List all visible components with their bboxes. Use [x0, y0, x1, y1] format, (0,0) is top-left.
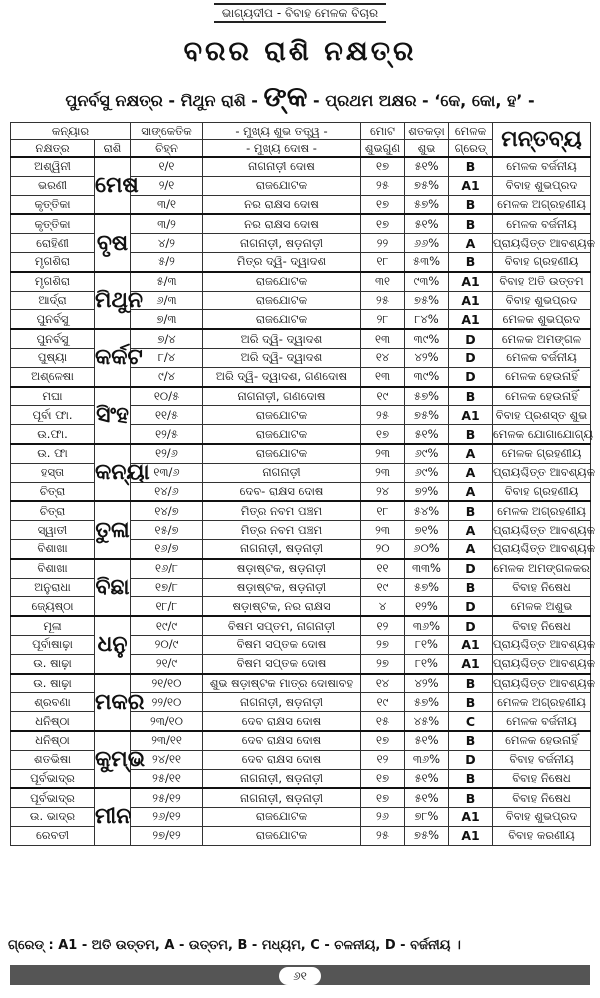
- col-shatakada: ଶତକଡ଼ା: [405, 123, 449, 140]
- remarks-cell: ବିବାହ ପ୍ରଶସ୍ତ ଶୁଭ: [493, 406, 591, 425]
- points-cell: ୧୪: [361, 674, 405, 693]
- code-cell: ୮/୪: [131, 348, 203, 367]
- points-cell: ୧୫: [361, 712, 405, 731]
- points-cell: ୨୫: [361, 826, 405, 845]
- nakshatra-cell: ରେବତୀ: [11, 826, 95, 845]
- grade-cell: A: [449, 234, 493, 253]
- grade-cell: A: [449, 521, 493, 540]
- points-cell: ୧୮: [361, 252, 405, 271]
- remarks-cell: ପ୍ରାୟଶ୍ଚିତ୍ତ ଆବଶ୍ୟକ: [493, 635, 591, 654]
- remarks-cell: ମେଳକ ହେଉନାହିଁ: [493, 387, 591, 406]
- grade-cell: D: [449, 329, 493, 348]
- points-cell: ୨୫: [361, 406, 405, 425]
- page-number: ୬୧: [279, 967, 321, 985]
- rashi-cell: ଧନୁ: [95, 616, 131, 673]
- remarks-cell: ବିବାହ ନିଷେଧ: [493, 578, 591, 597]
- dosha-cell: ବିଷମ ସପ୍ତମ, ନାଗନାଡ଼ୀ: [203, 616, 361, 635]
- percent-cell: ୮୪%: [405, 310, 449, 329]
- dosha-cell: ରାଜଯୋଟକ: [203, 291, 361, 310]
- grade-cell: D: [449, 750, 493, 769]
- grade-cell: A1: [449, 826, 493, 845]
- remarks-cell: ମେଳକ ବର୍ଜନୀୟ: [493, 157, 591, 176]
- code-cell: ୧୮/୮: [131, 597, 203, 616]
- remarks-cell: ମେଳକ ଅଗ୍ରହଣୀୟ: [493, 501, 591, 520]
- rashi-cell: ମିଥୁନ: [95, 272, 131, 329]
- nakshatra-cell: ବିଶାଖା: [11, 539, 95, 558]
- code-cell: ୧/୧: [131, 157, 203, 176]
- grade-cell: A: [449, 539, 493, 558]
- dosha-cell: ଷଡ଼ାଷ୍ଟକ, ନର ରାକ୍ଷସ: [203, 597, 361, 616]
- grade-cell: D: [449, 559, 493, 578]
- grade-cell: B: [449, 674, 493, 693]
- code-cell: ୨୨/୧୦: [131, 693, 203, 712]
- points-cell: ୧୭: [361, 769, 405, 788]
- percent-cell: ୩୬%: [405, 616, 449, 635]
- nakshatra-cell: ଜ୍ୟେଷ୍ଠା: [11, 597, 95, 616]
- percent-cell: ୭୫%: [405, 826, 449, 845]
- nakshatra-cell: ମଘା: [11, 387, 95, 406]
- percent-cell: ୮୧%: [405, 654, 449, 673]
- grade-cell: B: [449, 578, 493, 597]
- grade-cell: B: [449, 195, 493, 214]
- code-cell: ୧୦/୫: [131, 387, 203, 406]
- code-cell: ୨୪/୧୧: [131, 750, 203, 769]
- grade-cell: B: [449, 214, 493, 233]
- col-chihna: ଚିହ୍ନ: [131, 140, 203, 158]
- dosha-cell: ଅରି ଦ୍ୱି- ଦ୍ୱାଦଶ, ଗଣଦୋଷ: [203, 367, 361, 386]
- nakshatra-cell: ରୋହିଣୀ: [11, 234, 95, 253]
- dosha-cell: ମିତ୍ର ଦ୍ୱି- ଦ୍ୱାଦଶ: [203, 252, 361, 271]
- grade-cell: B: [449, 769, 493, 788]
- nakshatra-cell: ଭରଣୀ: [11, 176, 95, 195]
- percent-cell: ୫୩%: [405, 252, 449, 271]
- code-cell: ୧୪/୬: [131, 482, 203, 501]
- points-cell: ୨୬: [361, 808, 405, 827]
- col-melaka: ମେଳକ: [449, 123, 493, 140]
- dosha-cell: ଅରି ଦ୍ୱି- ଦ୍ୱାଦଶ: [203, 329, 361, 348]
- points-cell: ୧୧: [361, 559, 405, 578]
- dosha-cell: ମିତ୍ର ନବମ ପଞ୍ଚମ: [203, 521, 361, 540]
- grade-cell: B: [449, 252, 493, 271]
- code-cell: ୭/୩: [131, 310, 203, 329]
- rashi-cell: ସିଂହ: [95, 387, 131, 444]
- dosha-cell: ଶୁଭ ଷଡ଼ାଷ୍ଟକ ମାତ୍ର ଦୋଷାବହ: [203, 674, 361, 693]
- points-cell: ୧୭: [361, 214, 405, 233]
- remarks-cell: ମେଳକ ଯୋଗାଯୋଗ୍ୟ: [493, 425, 591, 444]
- remarks-cell: ବିବାହ ନିଷେଧ: [493, 788, 591, 807]
- rashi-cell: ମେଷ: [95, 157, 131, 214]
- points-cell: ୨୭: [361, 654, 405, 673]
- table-row: [11, 674, 591, 693]
- remarks-cell: ବିବାହ ଶୁଭପ୍ରଦ: [493, 808, 591, 827]
- running-header: ଭାଗ୍ୟଦୀପ - ବିବାହ ମେଳକ ବିଚାର: [0, 6, 600, 21]
- grade-cell: B: [449, 693, 493, 712]
- percent-cell: ୫୧%: [405, 731, 449, 750]
- remarks-cell: ମେଳକ ବର୍ଜନୀୟ: [493, 348, 591, 367]
- nakshatra-cell: ଅନୁରାଧା: [11, 578, 95, 597]
- nakshatra-cell: ପୁନର୍ବସୁ: [11, 329, 95, 348]
- points-cell: ୧୯: [361, 693, 405, 712]
- code-cell: ୨/୧: [131, 176, 203, 195]
- grade-cell: B: [449, 157, 493, 176]
- remarks-cell: ବିବାହ ବର୍ଜନୀୟ: [493, 750, 591, 769]
- code-cell: ୨୩/୧୧: [131, 731, 203, 750]
- dosha-cell: ଦେବ ରାକ୍ଷସ ଦୋଷ: [203, 731, 361, 750]
- code-cell: ୧୬/୭: [131, 539, 203, 558]
- rashi-cell: ମକର: [95, 674, 131, 731]
- dosha-cell: ରାଜଯୋଟକ: [203, 310, 361, 329]
- nakshatra-cell: ଅଶ୍ଳେଷା: [11, 367, 95, 386]
- dosha-cell: ଦେବ ରାକ୍ଷସ ଦୋଷ: [203, 712, 361, 731]
- percent-cell: ୧୨%: [405, 597, 449, 616]
- code-cell: ୧୪/୭: [131, 501, 203, 520]
- nakshatra-cell: ପୁଷ୍ୟା: [11, 348, 95, 367]
- percent-cell: ୫୭%: [405, 195, 449, 214]
- remarks-cell: ମେଳକ ଗ୍ରହଣୀୟ: [493, 444, 591, 463]
- remarks-cell: ବିବାହ ଶୁଭପ୍ରଦ: [493, 291, 591, 310]
- remarks-cell: ବିବାହ ନିଷେଧ: [493, 769, 591, 788]
- nakshatra-cell: ହସ୍ତା: [11, 463, 95, 482]
- remarks-cell: ମେଳକ ଅଶୁଭ: [493, 597, 591, 616]
- page-title: ବରର ରାଶି ନକ୍ଷତ୍ର: [183, 36, 417, 67]
- table-row: [11, 616, 591, 635]
- code-cell: ୧୩/୬: [131, 463, 203, 482]
- dosha-cell: ବିଷମ ସପ୍ତକ ଦୋଷ: [203, 654, 361, 673]
- grade-cell: D: [449, 367, 493, 386]
- code-cell: ୨୧/୯: [131, 654, 203, 673]
- dosha-cell: ରାଜଯୋଟକ: [203, 425, 361, 444]
- points-cell: ୧୭: [361, 425, 405, 444]
- nakshatra-cell: ସ୍ୱାତୀ: [11, 521, 95, 540]
- percent-cell: ୫୧%: [405, 769, 449, 788]
- points-cell: ୨୩: [361, 463, 405, 482]
- remarks-cell: ପ୍ରାୟଶ୍ଚିତ୍ତ ଆବଶ୍ୟକ: [493, 234, 591, 253]
- nakshatra-cell: କୃତ୍ତିକା: [11, 195, 95, 214]
- nakshatra-cell: ପୂର୍ବଭାଦ୍ର: [11, 769, 95, 788]
- table-row: [11, 387, 591, 406]
- rashi-cell: ବୃଷ: [95, 214, 131, 271]
- page-subtitle: ପୁନର୍ବସୁ ନକ୍ଷତ୍ର - ମିଥୁନ ରାଶି - ଙ୍କ - ପ୍ରଥମ ଅକ୍ଷର - ‘କେ, କୋ, ହ’ -: [65, 80, 535, 113]
- grade-legend: ଗ୍ରେଡ୍ : A1 - ଅତି ଉତ୍ତମ, A - ଉତ୍ତମ, B - ମଧ୍ୟମ, C - ଚଳନୀୟ, D - ବର୍ଜନୀୟ ।: [8, 938, 461, 953]
- grade-cell: D: [449, 597, 493, 616]
- remarks-cell: ମେଳକ ଅମଙ୍ଗଳକର: [493, 559, 591, 578]
- col-gunank: ଶୁଭଗୁଣ: [361, 140, 405, 158]
- grade-cell: A1: [449, 808, 493, 827]
- nakshatra-cell: ମୂଳା: [11, 616, 95, 635]
- rashi-cell: କନ୍ୟା: [95, 444, 131, 501]
- grade-cell: A: [449, 482, 493, 501]
- percent-cell: ୬୬%: [405, 234, 449, 253]
- percent-cell: ୩୯%: [405, 367, 449, 386]
- percent-cell: ୭୧%: [405, 521, 449, 540]
- percent-cell: ୪୨%: [405, 674, 449, 693]
- code-cell: ୩/୨: [131, 214, 203, 233]
- code-cell: ୧୬/୮: [131, 559, 203, 578]
- percent-cell: ୫୧%: [405, 157, 449, 176]
- code-cell: ୩/୧: [131, 195, 203, 214]
- grade-cell: D: [449, 348, 493, 367]
- percent-cell: ୩୩%: [405, 559, 449, 578]
- grade-cell: A1: [449, 406, 493, 425]
- table-row: [11, 501, 591, 520]
- points-cell: ୨୪: [361, 482, 405, 501]
- points-cell: ୨୩: [361, 521, 405, 540]
- dosha-cell: ମିତ୍ର ନବମ ପଞ୍ଚମ: [203, 501, 361, 520]
- code-cell: ୧୧/୫: [131, 406, 203, 425]
- points-cell: ୨୩: [361, 444, 405, 463]
- dosha-cell: ନାଗନାଡ଼ୀ, ଷଡ଼ନାଡ଼ୀ: [203, 539, 361, 558]
- remarks-cell: ପ୍ରାୟଶ୍ଚିତ୍ତ ଆବଶ୍ୟକ: [493, 674, 591, 693]
- percent-cell: ୮୧%: [405, 635, 449, 654]
- grade-cell: A1: [449, 176, 493, 195]
- percent-cell: ୭୫%: [405, 291, 449, 310]
- percent-cell: ୪୨%: [405, 348, 449, 367]
- percent-cell: ୪୫%: [405, 712, 449, 731]
- points-cell: ୧୯: [361, 387, 405, 406]
- remarks-cell: ପ୍ରାୟଶ୍ଚିତ୍ତ ଆବଶ୍ୟକ: [493, 521, 591, 540]
- percent-cell: ୬୯%: [405, 444, 449, 463]
- points-cell: ୧୭: [361, 788, 405, 807]
- code-cell: ୪/୨: [131, 234, 203, 253]
- nakshatra-cell: ପୂର୍ବାଷାଢ଼ା: [11, 635, 95, 654]
- nakshatra-cell: ମୃଗଶିରା: [11, 272, 95, 291]
- col-kanyara: କନ୍ୟାର: [11, 123, 131, 140]
- dosha-cell: ନର ରାକ୍ଷସ ଦୋଷ: [203, 214, 361, 233]
- dosha-cell: ନର ରାକ୍ଷସ ଦୋଷ: [203, 195, 361, 214]
- points-cell: ୧୨: [361, 750, 405, 769]
- grade-cell: B: [449, 501, 493, 520]
- code-cell: ୨୭/୧୨: [131, 826, 203, 845]
- col-mot: ମୋଟ: [361, 123, 405, 140]
- nakshatra-cell: କୃତ୍ତିକା: [11, 214, 95, 233]
- page-footer: [10, 965, 590, 985]
- rashi-cell: ମୀନ: [95, 788, 131, 845]
- code-cell: ୨୬/୧୨: [131, 808, 203, 827]
- dosha-cell: ନାଗନାଡ଼ୀ, ଷଡ଼ନାଡ଼ୀ: [203, 788, 361, 807]
- points-cell: ୨୨: [361, 234, 405, 253]
- points-cell: ୨୮: [361, 310, 405, 329]
- points-cell: ୩୧: [361, 272, 405, 291]
- compatibility-table: [10, 122, 596, 846]
- code-cell: ୧୨/୬: [131, 444, 203, 463]
- percent-cell: ୬୯%: [405, 463, 449, 482]
- dosha-cell: ଅରି ଦ୍ୱି- ଦ୍ୱାଦଶ: [203, 348, 361, 367]
- percent-cell: ୫୭%: [405, 387, 449, 406]
- percent-cell: ୫୭%: [405, 578, 449, 597]
- code-cell: ୧୯/୯: [131, 616, 203, 635]
- col-rashi: ରାଶି: [95, 140, 131, 158]
- grade-cell: B: [449, 425, 493, 444]
- remarks-cell: ପ୍ରାୟଶ୍ଚିତ୍ତ ଆବଶ୍ୟକ: [493, 539, 591, 558]
- points-cell: ୧୯: [361, 578, 405, 597]
- percent-cell: ୫୧%: [405, 788, 449, 807]
- nakshatra-cell: ଶ୍ରବଣା: [11, 693, 95, 712]
- nakshatra-cell: ଧନିଷ୍ଠା: [11, 712, 95, 731]
- grade-cell: A: [449, 444, 493, 463]
- percent-cell: ୯୩%: [405, 272, 449, 291]
- col-remarks: ମନ୍ତବ୍ୟ: [493, 123, 591, 158]
- col-grade: ଗ୍ରେଡ୍: [449, 140, 493, 158]
- table-row: [11, 788, 591, 807]
- points-cell: ୨୫: [361, 176, 405, 195]
- nakshatra-cell: ଶତଭିଷା: [11, 750, 95, 769]
- points-cell: ୧୩: [361, 329, 405, 348]
- nakshatra-cell: ମୃଗଶିରା: [11, 252, 95, 271]
- subtitle-symbol: ଙ୍କ: [263, 80, 308, 113]
- grade-cell: A1: [449, 310, 493, 329]
- code-cell: ୧୫/୭: [131, 521, 203, 540]
- points-cell: ୨୦: [361, 539, 405, 558]
- code-cell: ୨୫/୧୧: [131, 769, 203, 788]
- dosha-cell: ରାଜଯୋଟକ: [203, 826, 361, 845]
- code-cell: ୭/୪: [131, 329, 203, 348]
- grade-cell: A1: [449, 272, 493, 291]
- percent-cell: ୩୯%: [405, 329, 449, 348]
- points-cell: ୧୨: [361, 616, 405, 635]
- remarks-cell: ବିବାହ ଗ୍ରହଣୀୟ: [493, 252, 591, 271]
- percent-cell: ୫୧%: [405, 425, 449, 444]
- rashi-cell: ବିଛା: [95, 559, 131, 616]
- col-sanketika: ସାଙ୍କେତିକ: [131, 123, 203, 140]
- points-cell: ୧୮: [361, 501, 405, 520]
- col-shubha-tattva: - ମୁଖ୍ୟ ଶୁଭ ତତ୍ତ୍ୱ -: [203, 123, 361, 140]
- percent-cell: ୫୪%: [405, 501, 449, 520]
- remarks-cell: ବିବାହ ନିଷେଧ: [493, 616, 591, 635]
- table-row: [11, 559, 591, 578]
- dosha-cell: ରାଜଯୋଟକ: [203, 444, 361, 463]
- points-cell: ୧୩: [361, 367, 405, 386]
- col-nakshatra: ନକ୍ଷତ୍ର: [11, 140, 95, 158]
- nakshatra-cell: ଧନିଷ୍ଠା: [11, 731, 95, 750]
- percent-cell: ୫୧%: [405, 214, 449, 233]
- nakshatra-cell: ପୂର୍ବା ଫା.: [11, 406, 95, 425]
- percent-cell: ୭୫%: [405, 406, 449, 425]
- remarks-cell: ମେଳକ ବର୍ଜନୀୟ: [493, 214, 591, 233]
- dosha-cell: ରାଜଯୋଟକ: [203, 272, 361, 291]
- dosha-cell: ନାଗନାଡ଼ୀ, ଷଡ଼ନାଡ଼ୀ: [203, 693, 361, 712]
- dosha-cell: ଦେବ- ରାକ୍ଷସ ଦୋଷ: [203, 482, 361, 501]
- dosha-cell: ନାଗନାଡ଼ୀ, ଷଡ଼ନାଡ଼ୀ: [203, 769, 361, 788]
- grade-cell: B: [449, 788, 493, 807]
- nakshatra-cell: ଉ. ଷାଢ଼ା: [11, 674, 95, 693]
- code-cell: ୧୭/୮: [131, 578, 203, 597]
- code-cell: ୨୧/୧୦: [131, 674, 203, 693]
- dosha-cell: ରାଜଯୋଟକ: [203, 808, 361, 827]
- code-cell: ୬/୩: [131, 291, 203, 310]
- remarks-cell: ବିବାହ ଅତି ଉତ୍ତମ: [493, 272, 591, 291]
- code-cell: ୨୦/୯: [131, 635, 203, 654]
- table-row: [11, 329, 591, 348]
- code-cell: ୫/୩: [131, 272, 203, 291]
- code-cell: ୯/୪: [131, 367, 203, 386]
- remarks-cell: ମେଳକ ଅଗ୍ରହଣୀୟ: [493, 195, 591, 214]
- percent-cell: ୬୦%: [405, 539, 449, 558]
- grade-cell: A1: [449, 635, 493, 654]
- remarks-cell: ମେଳକ ହେଉନାହିଁ: [493, 367, 591, 386]
- dosha-cell: ବିଷମ ସପ୍ତକ ଦୋଷ: [203, 635, 361, 654]
- dosha-cell: ଷଡ଼ାଷ୍ଟକ, ଷଡ଼ନାଡ଼ୀ: [203, 578, 361, 597]
- dosha-cell: ରାଜଯୋଟକ: [203, 406, 361, 425]
- grade-cell: D: [449, 616, 493, 635]
- table-row: [11, 444, 591, 463]
- remarks-cell: ମେଳକ ଶୁଭପ୍ରଦ: [493, 310, 591, 329]
- percent-cell: ୩୬%: [405, 750, 449, 769]
- code-cell: ୧୨/୫: [131, 425, 203, 444]
- rashi-cell: କୁମ୍ଭ: [95, 731, 131, 788]
- nakshatra-cell: ଉ. ଭାଦ୍ର: [11, 808, 95, 827]
- remarks-cell: ମେଳକ ଅମଙ୍ଗଳ: [493, 329, 591, 348]
- remarks-cell: ପ୍ରାୟଶ୍ଚିତ୍ତ ଆବଶ୍ୟକ: [493, 654, 591, 673]
- remarks-cell: ବିବାହ ଗ୍ରହଣୀୟ: [493, 482, 591, 501]
- remarks-cell: ମେଳକ ବର୍ଜନୀୟ: [493, 712, 591, 731]
- nakshatra-cell: ବିଶାଖା: [11, 559, 95, 578]
- percent-cell: ୭୮%: [405, 808, 449, 827]
- nakshatra-cell: ଉ.ଫା.: [11, 425, 95, 444]
- remarks-cell: ବିବାହ ଶୁଭପ୍ରଦ: [493, 176, 591, 195]
- grade-cell: A1: [449, 291, 493, 310]
- remarks-cell: ମେଳକ ହେଉନାହିଁ: [493, 731, 591, 750]
- percent-cell: ୭୫%: [405, 176, 449, 195]
- dosha-cell: ନାଗନାଡ଼ୀ: [203, 463, 361, 482]
- points-cell: ୨୭: [361, 635, 405, 654]
- points-cell: ୨୫: [361, 291, 405, 310]
- dosha-cell: ନାଗନାଡ଼ୀ, ଷଡ଼ନାଡ଼ୀ: [203, 234, 361, 253]
- points-cell: ୪: [361, 597, 405, 616]
- remarks-cell: ମେଳକ ଅଗ୍ରହଣୀୟ: [493, 693, 591, 712]
- grade-cell: A: [449, 463, 493, 482]
- dosha-cell: ଷଡ଼ାଷ୍ଟକ, ଷଡ଼ନାଡ଼ୀ: [203, 559, 361, 578]
- col-shubha: ଶୁଭ: [405, 140, 449, 158]
- dosha-cell: ରାଜଯୋଟକ: [203, 176, 361, 195]
- table-row: [11, 214, 591, 233]
- rashi-cell: କର୍କଟ: [95, 329, 131, 386]
- nakshatra-cell: ଆର୍ଦ୍ରା: [11, 291, 95, 310]
- nakshatra-cell: ଉ. ଷାଢ଼ା: [11, 654, 95, 673]
- dosha-cell: ନାଗନାଡ଼ୀ ଦୋଷ: [203, 157, 361, 176]
- table-row: [11, 731, 591, 750]
- code-cell: ୨୩/୧୦: [131, 712, 203, 731]
- remarks-cell: ବିବାହ କରଣୀୟ: [493, 826, 591, 845]
- dosha-cell: ନାଗନାଡ଼ୀ, ଗଣଦୋଷ: [203, 387, 361, 406]
- points-cell: ୧୪: [361, 348, 405, 367]
- points-cell: ୧୭: [361, 731, 405, 750]
- remarks-cell: ପ୍ରାୟଶ୍ଚିତ୍ତ ଆବଶ୍ୟକ: [493, 463, 591, 482]
- grade-cell: A1: [449, 654, 493, 673]
- nakshatra-cell: ଉ. ଫା: [11, 444, 95, 463]
- grade-cell: B: [449, 387, 493, 406]
- nakshatra-cell: ପୂର୍ବଭାଦ୍ର: [11, 788, 95, 807]
- table-row: [11, 157, 591, 176]
- points-cell: ୧୭: [361, 157, 405, 176]
- nakshatra-cell: ପୁନର୍ବସୁ: [11, 310, 95, 329]
- code-cell: ୫/୨: [131, 252, 203, 271]
- nakshatra-cell: ଚିତ୍ରା: [11, 501, 95, 520]
- col-dosha: - ମୁଖ୍ୟ ଦୋଷ -: [203, 140, 361, 158]
- rashi-cell: ତୁଳା: [95, 501, 131, 558]
- percent-cell: ୫୭%: [405, 693, 449, 712]
- table-row: [11, 272, 591, 291]
- percent-cell: ୭୨%: [405, 482, 449, 501]
- points-cell: ୧୭: [361, 195, 405, 214]
- grade-cell: B: [449, 731, 493, 750]
- grade-cell: C: [449, 712, 493, 731]
- dosha-cell: ଦେବ ରାକ୍ଷସ ଦୋଷ: [203, 750, 361, 769]
- nakshatra-cell: ଚିତ୍ରା: [11, 482, 95, 501]
- nakshatra-cell: ଅଶ୍ୱିନୀ: [11, 157, 95, 176]
- code-cell: ୨୫/୧୨: [131, 788, 203, 807]
